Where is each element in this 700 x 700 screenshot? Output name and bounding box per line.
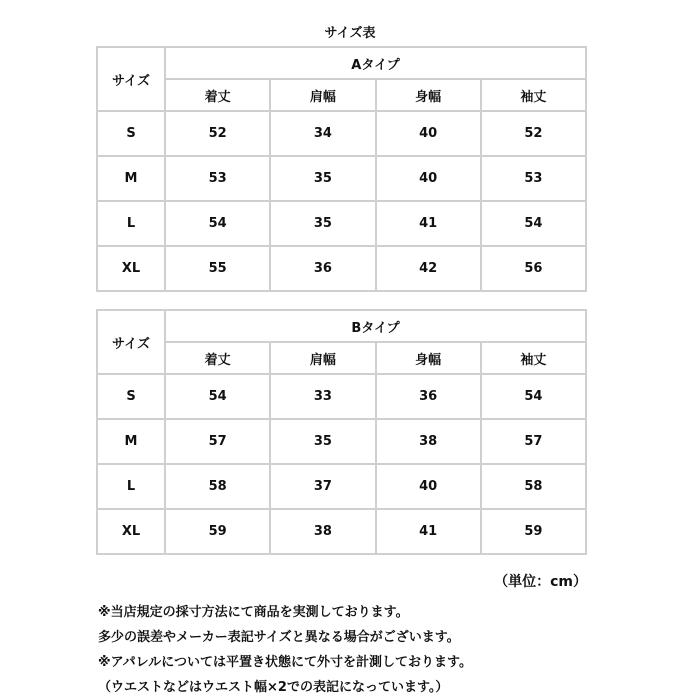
value-cell: 40 xyxy=(376,111,481,156)
note-line: （ウエストなどはウエスト幅×2での表記になっています。） xyxy=(98,680,449,695)
size-cell: S xyxy=(97,111,165,156)
value-cell: 36 xyxy=(376,374,481,419)
value-cell: 41 xyxy=(376,509,481,554)
size-table-type-a xyxy=(96,46,587,292)
table-row xyxy=(97,509,586,554)
size-header: サイズ xyxy=(97,310,165,374)
column-header-shoulder: 肩幅 xyxy=(270,79,375,111)
size-cell: XL xyxy=(97,509,165,554)
value-cell: 54 xyxy=(165,201,270,246)
value-cell: 41 xyxy=(376,201,481,246)
table-row xyxy=(97,201,586,246)
table-row xyxy=(97,464,586,509)
column-header-length: 着丈 xyxy=(165,79,270,111)
size-table-type-b xyxy=(96,309,587,555)
value-cell: 34 xyxy=(270,111,375,156)
value-cell: 35 xyxy=(270,156,375,201)
value-cell: 37 xyxy=(270,464,375,509)
value-cell: 35 xyxy=(270,419,375,464)
notes xyxy=(98,600,472,700)
table-row xyxy=(97,374,586,419)
page-title: サイズ表 xyxy=(324,26,376,41)
size-cell: S xyxy=(97,374,165,419)
size-cell: M xyxy=(97,156,165,201)
value-cell: 36 xyxy=(270,246,375,291)
table-row xyxy=(97,246,586,291)
table-row xyxy=(97,156,586,201)
value-cell: 59 xyxy=(165,509,270,554)
column-header-shoulder: 肩幅 xyxy=(270,342,375,374)
value-cell: 53 xyxy=(165,156,270,201)
size-cell: XL xyxy=(97,246,165,291)
unit-note: （単位：cm） xyxy=(494,574,587,590)
value-cell: 38 xyxy=(376,419,481,464)
value-cell: 54 xyxy=(481,374,586,419)
value-cell: 40 xyxy=(376,156,481,201)
table-row xyxy=(97,111,586,156)
value-cell: 54 xyxy=(481,201,586,246)
table-row xyxy=(97,419,586,464)
column-header-length: 着丈 xyxy=(165,342,270,374)
value-cell: 58 xyxy=(481,464,586,509)
value-cell: 52 xyxy=(165,111,270,156)
value-cell: 56 xyxy=(481,246,586,291)
value-cell: 58 xyxy=(165,464,270,509)
note-line: ※アパレルについては平置き状態にて外寸を計測しております。 xyxy=(98,655,472,670)
type-header: Bタイプ xyxy=(165,310,586,342)
size-header: サイズ xyxy=(97,47,165,111)
value-cell: 59 xyxy=(481,509,586,554)
value-cell: 38 xyxy=(270,509,375,554)
value-cell: 42 xyxy=(376,246,481,291)
value-cell: 40 xyxy=(376,464,481,509)
value-cell: 57 xyxy=(165,419,270,464)
note-line: 多少の誤差やメーカー表記サイズと異なる場合がございます。 xyxy=(98,630,460,645)
column-header-width: 身幅 xyxy=(376,79,481,111)
size-cell: L xyxy=(97,201,165,246)
note-line: ※当店規定の採寸方法にて商品を実測しております。 xyxy=(98,605,409,620)
size-cell: M xyxy=(97,419,165,464)
value-cell: 55 xyxy=(165,246,270,291)
value-cell: 35 xyxy=(270,201,375,246)
column-header-sleeve: 袖丈 xyxy=(481,79,586,111)
value-cell: 54 xyxy=(165,374,270,419)
type-header: Aタイプ xyxy=(165,47,586,79)
value-cell: 33 xyxy=(270,374,375,419)
value-cell: 52 xyxy=(481,111,586,156)
column-header-sleeve: 袖丈 xyxy=(481,342,586,374)
column-header-width: 身幅 xyxy=(376,342,481,374)
value-cell: 53 xyxy=(481,156,586,201)
value-cell: 57 xyxy=(481,419,586,464)
size-cell: L xyxy=(97,464,165,509)
